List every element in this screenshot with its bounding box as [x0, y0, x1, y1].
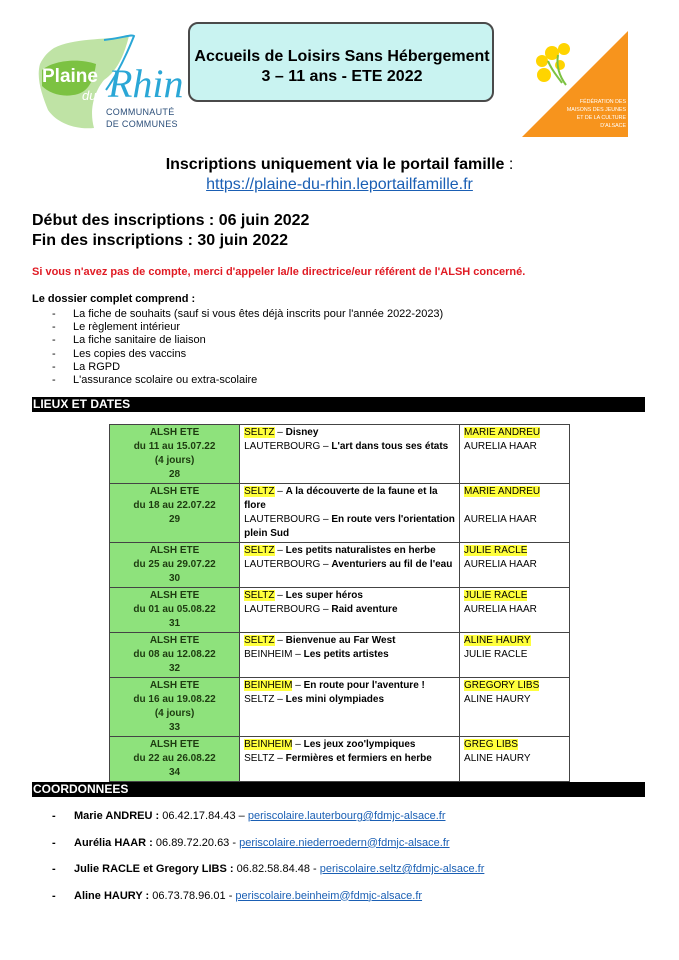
- staff-cell: [460, 737, 570, 782]
- period-line: 32: [169, 663, 181, 674]
- dossier-item-text: Le règlement intérieur: [73, 321, 181, 334]
- activity-cell: [240, 425, 460, 484]
- logo-sub-line1: COMMUNAUTÉ: [106, 107, 175, 117]
- inscriptions-text: Inscriptions uniquement via le portail famille: [165, 156, 505, 173]
- activity-line: [244, 679, 455, 693]
- logo-sub-line2: DE COMMUNES: [106, 119, 178, 129]
- period-line: ALSH ETE: [149, 635, 200, 646]
- schedule-table: [109, 424, 570, 782]
- period-line: ALSH ETE: [149, 739, 200, 750]
- staff-line: [464, 634, 565, 648]
- fdmjc-text-1: FÉDÉRATION DES: [579, 99, 626, 105]
- table-row: [110, 678, 570, 737]
- activity-line: [244, 440, 455, 454]
- table-row: [110, 484, 570, 543]
- activity-line: [244, 738, 455, 752]
- period-line: (4 jours): [154, 708, 195, 719]
- start-date: Début des inscriptions : 06 juin 2022: [32, 212, 310, 229]
- table-row: [110, 425, 570, 484]
- staff-line: [464, 499, 565, 513]
- activity-place: BEINHEIM: [244, 739, 293, 750]
- period-line: 30: [169, 573, 181, 584]
- table-row: [110, 543, 570, 588]
- activity-theme: Aventuriers au fil de l'eau: [331, 559, 453, 570]
- bullet-dash: -: [52, 836, 56, 849]
- activity-place: SELTZ: [244, 427, 275, 438]
- activity-theme: Disney: [285, 427, 319, 438]
- logo-rhin-text: Rhin: [108, 61, 184, 106]
- activity-sep: –: [274, 486, 286, 497]
- dossier-item-text: L'assurance scolaire ou extra-scolaire: [73, 374, 258, 386]
- contact-name: Marie ANDREU :: [74, 810, 160, 822]
- period-line: ALSH ETE: [149, 680, 200, 691]
- dossier-item: [52, 361, 120, 373]
- staff-line: [464, 648, 565, 662]
- activity-theme: A la découverte de la faune et la flore: [244, 486, 438, 511]
- activity-sep: –: [292, 649, 304, 660]
- fdmjc-logo: [522, 31, 628, 137]
- staff-name: ALINE HAURY: [464, 753, 531, 764]
- activity-line: [244, 485, 455, 513]
- activity-cell: [240, 484, 460, 543]
- activity-sep: –: [274, 545, 286, 556]
- activity-line: [244, 589, 455, 603]
- portal-link[interactable]: https://plaine-du-rhin.leportailfamille.fr: [206, 176, 473, 193]
- staff-name: JULIE RACLE: [464, 649, 528, 660]
- period-line: 31: [169, 618, 181, 629]
- staff-cell: [460, 425, 570, 484]
- bullet-dash: -: [52, 321, 56, 334]
- activity-sep: –: [320, 604, 332, 615]
- inscriptions-colon: :: [504, 156, 514, 173]
- period-cell: [110, 588, 240, 633]
- activity-theme: En route vers l'orientation plein Sud: [244, 514, 455, 539]
- staff-cell: [460, 633, 570, 678]
- activity-line: [244, 752, 455, 766]
- activity-cell: [240, 543, 460, 588]
- dossier-item: [52, 321, 180, 333]
- staff-line: [464, 513, 565, 527]
- staff-cell: [460, 543, 570, 588]
- period-line: du 22 au 26.08.22: [133, 753, 216, 764]
- dossier-item: [52, 334, 206, 346]
- contact-phone: 06.82.58.84.48 -: [233, 863, 320, 875]
- staff-cell: [460, 588, 570, 633]
- activity-sep: –: [274, 427, 286, 438]
- activity-line: [244, 544, 455, 558]
- staff-name: JULIE RACLE: [464, 545, 528, 556]
- bullet-dash: -: [52, 360, 56, 373]
- period-line: 29: [169, 514, 181, 525]
- period-line: du 18 au 22.07.22: [133, 500, 216, 511]
- contact-item: [52, 890, 422, 902]
- staff-line: [464, 558, 565, 572]
- activity-theme: Les jeux zoo'lympiques: [303, 739, 416, 750]
- dossier-item: [52, 374, 257, 386]
- activity-sep: –: [274, 753, 286, 764]
- table-row: [110, 633, 570, 678]
- staff-cell: [460, 484, 570, 543]
- activity-line: [244, 648, 455, 662]
- period-cell: [110, 484, 240, 543]
- dossier-item-text: La fiche de souhaits (sauf si vous êtes déjà inscrits pour l'année 2022-2023): [73, 308, 444, 320]
- activity-line: [244, 634, 455, 648]
- fdmjc-text-2: MAISONS DES JEUNES: [566, 107, 626, 113]
- staff-line: [464, 679, 565, 693]
- period-line: du 11 au 15.07.22: [133, 441, 216, 452]
- activity-place: SELTZ: [244, 753, 275, 764]
- activity-theme: Les super héros: [285, 590, 363, 601]
- staff-line: [464, 589, 565, 603]
- contact-email-link[interactable]: periscolaire.niederroedern@fdmjc-alsace.fr: [239, 836, 450, 849]
- activity-sep: –: [274, 694, 286, 705]
- period-cell: [110, 633, 240, 678]
- contact-name: Aline HAURY :: [74, 889, 150, 902]
- activity-place: LAUTERBOURG: [244, 514, 321, 525]
- activity-sep: –: [320, 559, 332, 570]
- activity-place: SELTZ: [244, 590, 275, 601]
- table-row: [110, 588, 570, 633]
- activity-theme: Les petits artistes: [303, 649, 389, 660]
- activity-place: SELTZ: [244, 694, 275, 705]
- bullet-dash: -: [52, 334, 56, 347]
- dossier-item-text: La fiche sanitaire de liaison: [73, 334, 206, 347]
- logo-du-text: du: [82, 88, 97, 103]
- contact-item: [52, 810, 446, 822]
- activity-sep: –: [274, 635, 286, 646]
- period-line: ALSH ETE: [149, 545, 200, 556]
- contact-name: Aurélia HAAR :: [74, 836, 153, 849]
- staff-line: [464, 426, 565, 440]
- activity-sep: –: [320, 514, 332, 525]
- activity-sep: –: [274, 590, 286, 601]
- section-coordonnees: COORDONNEES: [32, 782, 645, 797]
- period-line: du 16 au 19.08.22: [133, 694, 216, 705]
- contact-item: [52, 837, 450, 849]
- period-line: ALSH ETE: [149, 486, 200, 497]
- period-line: 33: [169, 722, 181, 733]
- activity-theme: Fermières et fermiers en herbe: [285, 753, 432, 764]
- bullet-dash: -: [52, 374, 56, 386]
- bullet-dash: -: [52, 810, 56, 822]
- activity-place: SELTZ: [244, 635, 275, 646]
- period-cell: [110, 678, 240, 737]
- dossier-item: [52, 308, 443, 320]
- staff-cell: [460, 678, 570, 737]
- fdmjc-text-3: ET DE LA CULTURE: [576, 115, 626, 121]
- account-warning: Si vous n'avez pas de compte, merci d'appeler la/le directrice/eur référent de l'ALSH concerné.: [32, 266, 526, 278]
- activity-place: LAUTERBOURG: [244, 559, 321, 570]
- activity-line: [244, 558, 455, 572]
- contact-phone: 06.89.72.20.63 -: [152, 836, 240, 849]
- bullet-dash: -: [52, 347, 56, 360]
- staff-name: AURELIA HAAR: [464, 441, 537, 452]
- dossier-item-text: Les copies des vaccins: [73, 347, 187, 360]
- page-subtitle: 3 – 11 ans - ETE 2022: [261, 68, 423, 85]
- staff-line: [464, 440, 565, 454]
- period-cell: [110, 543, 240, 588]
- activity-line: [244, 426, 455, 440]
- table-row: [110, 737, 570, 782]
- activity-place: BEINHEIM: [244, 680, 293, 691]
- section-lieux-dates: LIEUX ET DATES: [32, 397, 645, 412]
- contact-name: Julie RACLE et Gregory LIBS :: [74, 863, 234, 875]
- activity-sep: –: [320, 441, 332, 452]
- staff-name: JULIE RACLE: [464, 590, 528, 601]
- contact-phone: 06.42.17.84.43 –: [159, 810, 248, 822]
- dossier-item: [52, 348, 186, 360]
- staff-name: GREG LIBS: [464, 739, 518, 750]
- staff-name: AURELIA HAAR: [464, 559, 537, 570]
- activity-cell: [240, 737, 460, 782]
- activity-line: [244, 693, 455, 707]
- activity-cell: [240, 678, 460, 737]
- activity-sep: –: [292, 680, 304, 691]
- bullet-dash: -: [52, 308, 56, 320]
- period-cell: [110, 737, 240, 782]
- activity-theme: Les petits naturalistes en herbe: [285, 545, 436, 556]
- contact-item: [52, 863, 484, 875]
- activity-place: LAUTERBOURG: [244, 604, 321, 615]
- activity-place: BEINHEIM: [244, 649, 293, 660]
- staff-line: [464, 603, 565, 617]
- activity-theme: Raid aventure: [331, 604, 398, 615]
- activity-theme: En route pour l'aventure !: [303, 680, 425, 691]
- activity-theme: L'art dans tous ses états: [331, 441, 449, 452]
- dossier-item-text: La RGPD: [73, 360, 121, 373]
- period-cell: [110, 425, 240, 484]
- logo-plaine-text: Plaine: [42, 66, 98, 87]
- inscriptions-line: [0, 156, 679, 174]
- activity-line: [244, 603, 455, 617]
- contact-phone: 06.73.78.96.01 -: [149, 889, 236, 902]
- staff-line: [464, 752, 565, 766]
- contact-email-link[interactable]: periscolaire.beinheim@fdmjc-alsace.fr: [235, 889, 423, 902]
- period-line: 34: [169, 767, 181, 778]
- period-line: (4 jours): [154, 455, 195, 466]
- contact-email-link[interactable]: periscolaire.seltz@fdmjc-alsace.fr: [319, 863, 485, 875]
- period-line: du 08 au 12.08.22: [133, 649, 216, 660]
- activity-cell: [240, 588, 460, 633]
- staff-name: ALINE HAURY: [464, 635, 531, 646]
- staff-name: AURELIA HAAR: [464, 514, 537, 525]
- staff-line: [464, 693, 565, 707]
- end-date: Fin des inscriptions : 30 juin 2022: [32, 232, 289, 249]
- activity-sep: –: [292, 739, 304, 750]
- staff-line: [464, 738, 565, 752]
- staff-name: MARIE ANDREU: [464, 427, 541, 438]
- period-line: ALSH ETE: [149, 590, 200, 601]
- staff-name: MARIE ANDREU: [464, 486, 541, 497]
- activity-place: LAUTERBOURG: [244, 441, 321, 452]
- dossier-title: Le dossier complet comprend :: [32, 293, 196, 305]
- period-line: du 01 au 05.08.22: [133, 604, 216, 615]
- fdmjc-logo-shape: [522, 31, 628, 137]
- activity-theme: Bienvenue au Far West: [285, 635, 396, 646]
- page-title: Accueils de Loisirs Sans Hébergement: [194, 48, 490, 65]
- fdmjc-text-4: D'ALSACE: [600, 123, 626, 129]
- bullet-dash: -: [52, 863, 56, 875]
- staff-name: ALINE HAURY: [464, 694, 531, 705]
- staff-name: AURELIA HAAR: [464, 604, 537, 615]
- bullet-dash: -: [52, 889, 56, 902]
- staff-line: [464, 544, 565, 558]
- staff-name: GREGORY LIBS: [464, 680, 540, 691]
- activity-line: [244, 513, 455, 541]
- activity-place: SELTZ: [244, 486, 275, 497]
- activity-cell: [240, 633, 460, 678]
- contact-email-link[interactable]: periscolaire.lauterbourg@fdmjc-alsace.fr: [247, 810, 446, 822]
- activity-theme: Les mini olympiades: [285, 694, 385, 705]
- staff-line: [464, 485, 565, 499]
- period-line: 28: [169, 469, 181, 480]
- activity-place: SELTZ: [244, 545, 275, 556]
- period-line: ALSH ETE: [149, 427, 200, 438]
- period-line: du 25 au 29.07.22: [133, 559, 216, 570]
